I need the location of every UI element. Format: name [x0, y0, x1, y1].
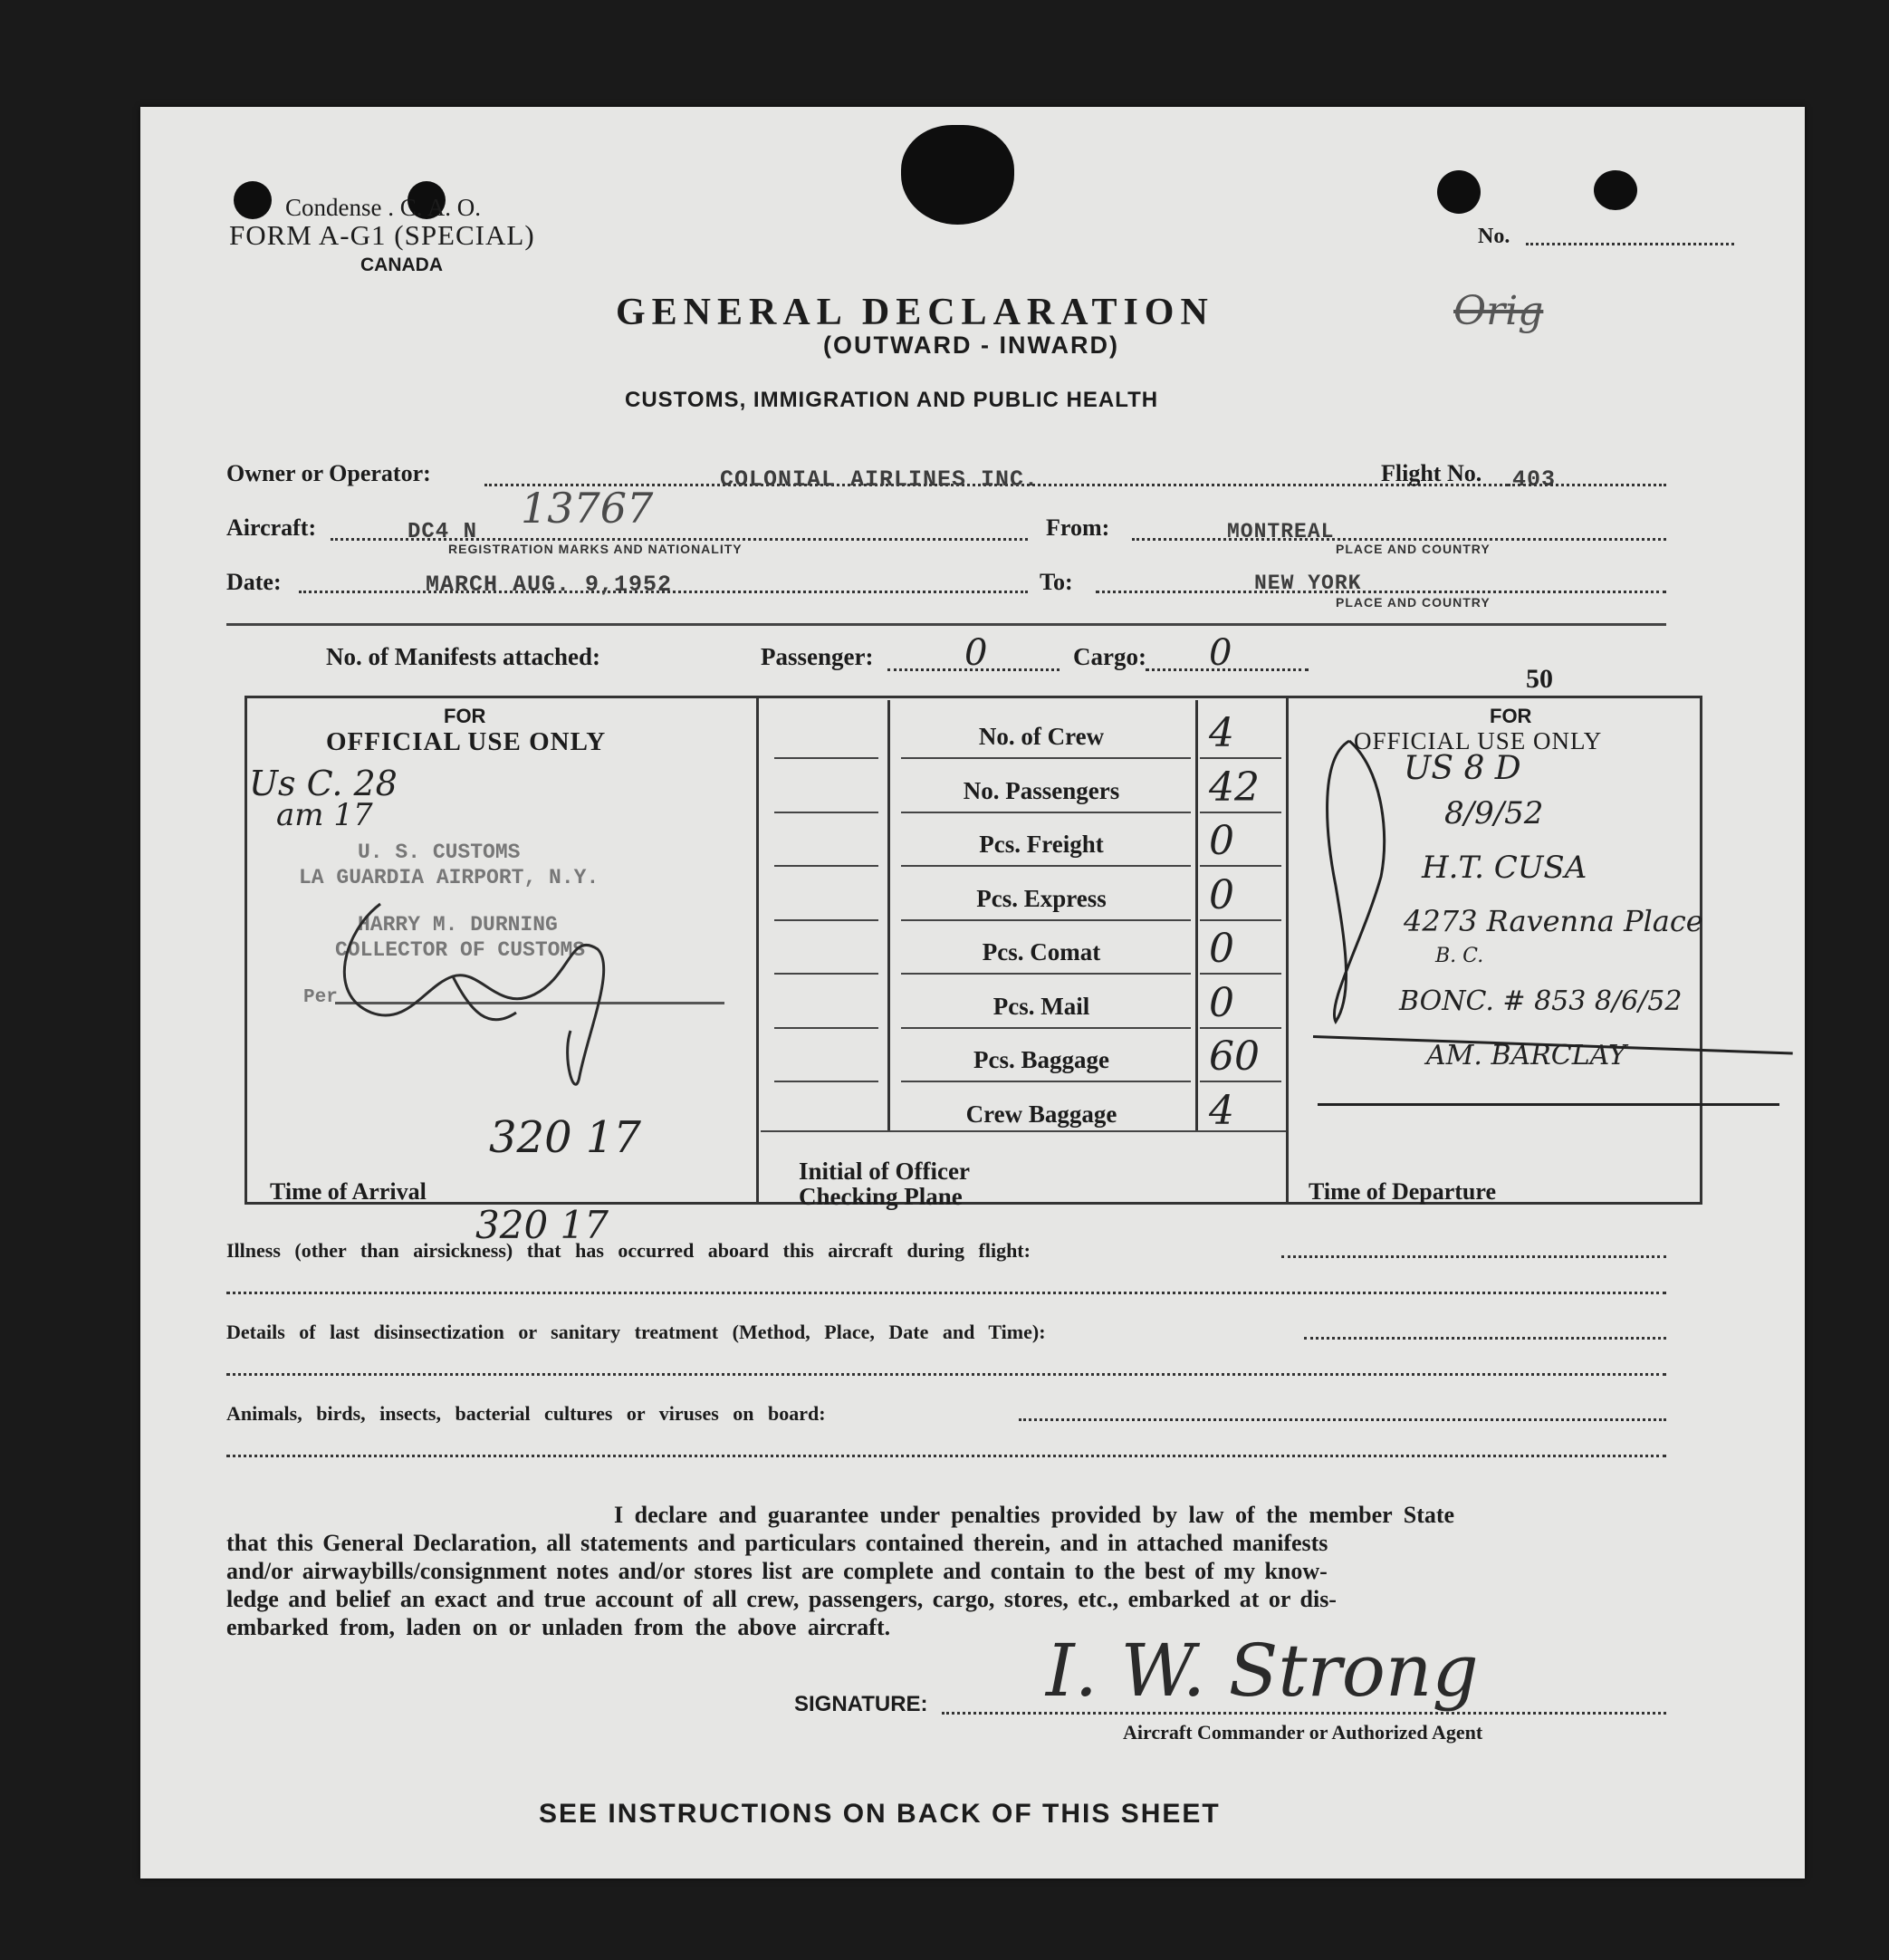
initial-row-rule: [774, 919, 878, 921]
number-label: No.: [1478, 225, 1510, 248]
right-for: FOR: [1490, 705, 1532, 727]
time-arrival-hand-2: 320 17: [475, 1203, 609, 1247]
declaration-line-5: embarked from, laden on or unladen from the above aircraft.: [226, 1614, 891, 1640]
from-label: From:: [1046, 514, 1110, 541]
count-row-rule: [901, 865, 1191, 867]
declaration-line-1: I declare and guarantee under penalties provided by law of the member State: [614, 1502, 1455, 1528]
initial-row-rule: [774, 865, 878, 867]
count-row-label: Pcs. Freight: [979, 831, 1104, 858]
right-hand-rule: [1318, 1103, 1779, 1106]
value-row-rule: [1200, 812, 1281, 813]
value-row-rule: [1200, 865, 1281, 867]
right-official-title: OFFICIAL USE ONLY: [1354, 727, 1603, 754]
declaration-line-2: that this General Declaration, all statements and particulars contained therein, and in attached manifests: [226, 1530, 1328, 1556]
animals-question: Animals, birds, insects, bacterial cultures or viruses on board:: [226, 1402, 826, 1425]
from-line: [1132, 538, 1666, 541]
count-row-rule: [901, 1081, 1191, 1082]
manifest-cargo-value: 0: [1209, 632, 1232, 674]
stamp-line-4: COLLECTOR OF CUSTOMS: [335, 938, 586, 962]
left-hand-1: Us C. 28: [249, 764, 398, 803]
form-line-2: FORM A-G1 (SPECIAL): [229, 219, 535, 251]
to-caption: PLACE AND COUNTRY: [1336, 595, 1491, 610]
count-row-rule: [901, 757, 1191, 759]
value-row-rule: [1200, 973, 1281, 975]
count-row-rule: [901, 1027, 1191, 1029]
table-divider: [887, 700, 890, 1130]
table-divider: [756, 696, 759, 1205]
manifest-extra-number: 50: [1526, 664, 1553, 694]
aircraft-caption: REGISTRATION MARKS AND NATIONALITY: [448, 542, 743, 556]
stamp-line-1: U. S. CUSTOMS: [358, 841, 521, 864]
count-row-label: Pcs. Baggage: [973, 1046, 1109, 1073]
form-country: CANADA: [360, 255, 443, 275]
number-line: [1526, 243, 1734, 245]
initial-label-2: Checking Plane: [799, 1183, 963, 1210]
from-caption: PLACE AND COUNTRY: [1336, 542, 1491, 556]
animals-line: [1019, 1418, 1666, 1421]
disinsect-question: Details of last disinsectization or sanitary treatment (Method, Place, Date and Time):: [226, 1321, 1046, 1343]
count-row-value: 4: [1209, 1087, 1234, 1134]
count-row-value: 42: [1209, 764, 1260, 811]
initial-label-1: Initial of Officer: [799, 1158, 970, 1185]
count-row-value: 0: [1209, 979, 1234, 1026]
flight-label: Flight No.: [1381, 460, 1482, 486]
right-hand-note: AM. BARCLAY: [1426, 1040, 1626, 1071]
punch-hole: [1437, 170, 1481, 214]
manifests-label: No. of Manifests attached:: [326, 643, 600, 670]
date-value: MARCH AUG. 9,1952: [426, 572, 673, 598]
left-for: FOR: [444, 705, 486, 727]
form-line-1: Condense . C. A. O.: [285, 194, 481, 221]
punch-hole: [901, 125, 1014, 225]
count-row-value: 60: [1209, 1033, 1260, 1080]
crossed-note: Orig: [1453, 288, 1544, 334]
stamp-per: Per: [303, 987, 338, 1008]
section-rule: [226, 623, 1666, 626]
to-label: To:: [1040, 569, 1073, 595]
punch-hole: [234, 181, 272, 219]
time-arrival-label: Time of Arrival: [270, 1178, 427, 1205]
time-departure-label: Time of Departure: [1309, 1178, 1496, 1205]
count-row-rule: [901, 919, 1191, 921]
left-hand-2: am 17: [276, 797, 373, 833]
to-value: NEW YORK: [1254, 572, 1362, 595]
time-arrival-hand: 320 17: [489, 1112, 641, 1163]
illness-question: Illness (other than airsickness) that has occurred aboard this aircraft during flight:: [226, 1239, 1031, 1262]
time-departure-line: [1523, 1202, 1686, 1205]
count-row-label: Pcs. Express: [976, 884, 1107, 912]
date-label: Date:: [226, 569, 282, 595]
value-row-rule: [1200, 1081, 1281, 1082]
count-row-rule: [901, 812, 1191, 813]
owner-value: COLONIAL AIRLINES INC.: [720, 466, 1040, 493]
footer-instructions: SEE INSTRUCTIONS ON BACK OF THIS SHEET: [539, 1799, 1221, 1829]
declaration-line-4: ledge and belief an exact and true account of all crew, passengers, cargo, stores, etc., embarked at or dis-: [226, 1586, 1337, 1612]
official-signature-scribble: [272, 877, 688, 1121]
right-hand-note: 8/9/52: [1444, 795, 1544, 831]
count-row-label: Pcs. Comat: [982, 938, 1101, 966]
declaration-sheet: [140, 107, 1805, 1878]
right-hand-note: H.T. CUSA: [1422, 850, 1587, 886]
right-hand-note: US 8 D: [1404, 750, 1521, 787]
manifest-cargo-label: Cargo:: [1073, 643, 1146, 670]
to-line: [1096, 591, 1666, 593]
count-row-label: No. of Crew: [978, 723, 1105, 750]
manifest-passenger-value: 0: [964, 632, 988, 674]
form-subtitle-direction: (OUTWARD - INWARD): [823, 331, 1119, 359]
initial-row-rule: [774, 1027, 878, 1029]
from-value: MONTREAL: [1227, 520, 1335, 543]
count-rows-bottom: [761, 1130, 1286, 1132]
value-row-rule: [1200, 919, 1281, 921]
disinsect-line: [1304, 1337, 1666, 1340]
flight-value: 403: [1512, 466, 1557, 493]
illness-line: [1281, 1255, 1666, 1258]
declaration-line-3: and/or airwaybills/consignment notes and/or stores list are complete and contain to the best of my know-: [226, 1558, 1328, 1584]
aircraft-value: DC4 N: [408, 520, 478, 544]
disinsect-line-2: [226, 1373, 1666, 1376]
manifest-passenger-label: Passenger:: [761, 643, 874, 670]
flight-line: [1508, 484, 1666, 486]
count-row-value: 0: [1209, 818, 1234, 864]
count-row-value: 4: [1209, 710, 1234, 756]
count-row-rule: [901, 973, 1191, 975]
right-hand-note: 4273 Ravenna Place: [1404, 904, 1703, 938]
count-row-label: Pcs. Mail: [992, 992, 1090, 1020]
initial-row-rule: [774, 973, 878, 975]
count-row-value: 0: [1209, 871, 1234, 918]
value-row-rule: [1200, 1027, 1281, 1029]
illness-line-2: [226, 1292, 1666, 1294]
stamp-line-2: LA GUARDIA AIRPORT, N.Y.: [299, 866, 599, 889]
animals-line-2: [226, 1455, 1666, 1457]
punch-hole: [1594, 170, 1637, 210]
count-row-label: Crew Baggage: [965, 1100, 1117, 1128]
form-subtitle: CUSTOMS, IMMIGRATION AND PUBLIC HEALTH: [625, 388, 1159, 412]
initial-row-rule: [774, 1081, 878, 1082]
count-row-label: No. Passengers: [963, 776, 1120, 804]
value-row-rule: [1200, 757, 1281, 759]
right-hand-note: B. C.: [1435, 945, 1484, 967]
form-title: GENERAL DECLARATION: [616, 292, 1214, 333]
aircraft-hand: 13767: [521, 484, 654, 533]
signature-caption: Aircraft Commander or Authorized Agent: [1123, 1721, 1483, 1744]
initial-row-rule: [774, 812, 878, 813]
signature-label: SIGNATURE:: [794, 1692, 928, 1716]
stamp-line-3: HARRY M. DURNING: [358, 913, 558, 937]
left-official-title: OFFICIAL USE ONLY: [326, 727, 607, 756]
signature-hand: I. W. Strong: [1046, 1629, 1479, 1713]
owner-label: Owner or Operator:: [226, 460, 431, 486]
right-hand-loop: [1299, 732, 1399, 1031]
count-row-value: 0: [1209, 926, 1234, 972]
aircraft-label: Aircraft:: [226, 514, 317, 541]
right-hand-note: BONC. # 853 8/6/52: [1399, 985, 1683, 1017]
table-divider: [1195, 700, 1198, 1130]
initial-row-rule: [774, 757, 878, 759]
table-divider: [1286, 696, 1289, 1205]
